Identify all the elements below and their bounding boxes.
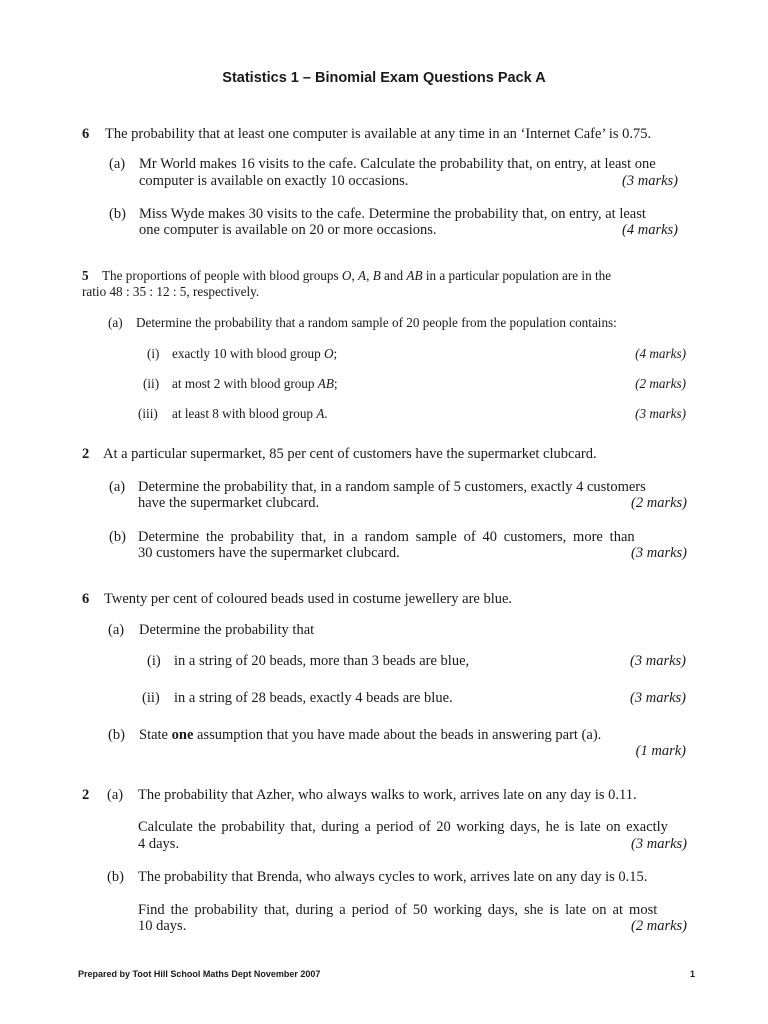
part-text: Miss Wyde makes 30 visits to the cafe. Determine the probability that, on entry, at least <box>139 206 646 222</box>
part-text: Determine the probability that a random sample of 20 people from the population contains: <box>136 315 617 330</box>
marks-label: (3 marks) <box>622 173 678 189</box>
part-text: Determine the probability that <box>139 622 315 638</box>
marks-label: (4 marks) <box>635 346 686 361</box>
part-label: (b) <box>107 869 124 885</box>
part-text: The probability that Brenda, who always cycles to work, arrives late on any day is 0.15. <box>138 869 648 885</box>
part-text: one computer is available on 20 or more occasions. <box>139 222 437 238</box>
part-text: State one assumption that you have made about the beads in answering part (a). <box>139 727 602 743</box>
question-number: 5 <box>82 268 89 283</box>
question-number: 2 <box>82 787 90 803</box>
part-text: Determine the probability that, in a random sample of 40 customers, more than <box>138 529 635 545</box>
marks-label: (2 marks) <box>631 495 687 511</box>
marks-label: (2 marks) <box>631 918 687 934</box>
marks-label: (1 mark) <box>635 743 686 759</box>
marks-label: (3 marks) <box>630 690 686 706</box>
subpart-text: at most 2 with blood group AB; <box>172 376 338 391</box>
part-label: (a) <box>109 156 126 172</box>
question-number: 6 <box>82 126 90 142</box>
question-number: 6 <box>82 591 90 607</box>
part-text: Find the probability that, during a period of 50 working days, she is late on at most <box>138 902 658 918</box>
marks-label: (2 marks) <box>635 376 686 391</box>
question-number: 2 <box>82 446 90 462</box>
marks-label: (3 marks) <box>631 836 687 852</box>
page-number: 1 <box>689 969 695 979</box>
part-text: Mr World makes 16 visits to the cafe. Calculate the probability that, on entry, at least one <box>139 156 656 172</box>
subpart-label: (ii) <box>142 690 160 706</box>
page-title: Statistics 1 – Binomial Exam Questions Pack A <box>222 70 546 86</box>
question-stem: Twenty per cent of coloured beads used in costume jewellery are blue. <box>104 591 513 607</box>
part-label: (b) <box>109 529 126 545</box>
question-stem: ratio 48 : 35 : 12 : 5, respectively. <box>82 284 260 299</box>
part-label: (b) <box>108 727 125 743</box>
marks-label: (3 marks) <box>630 653 686 669</box>
subpart-text: at least 8 with blood group A. <box>172 406 328 421</box>
part-text: have the supermarket clubcard. <box>138 495 320 511</box>
subpart-text: in a string of 20 beads, more than 3 beads are blue, <box>174 653 470 669</box>
part-text: Determine the probability that, in a random sample of 5 customers, exactly 4 customers <box>138 479 646 495</box>
part-label: (b) <box>109 206 126 222</box>
marks-label: (3 marks) <box>631 545 687 561</box>
marks-label: (3 marks) <box>635 406 686 421</box>
question-stem: The proportions of people with blood groups O, A, B and AB in a particular population are in the <box>102 268 612 283</box>
part-label: (a) <box>107 787 124 803</box>
question-stem: At a particular supermarket, 85 per cent of customers have the supermarket clubcard. <box>103 446 597 462</box>
subpart-label: (i) <box>147 346 160 361</box>
part-label: (a) <box>109 479 126 495</box>
part-text: computer is available on exactly 10 occasions. <box>139 173 409 189</box>
part-text: 10 days. <box>138 918 187 934</box>
subpart-label: (iii) <box>138 406 158 421</box>
part-label: (a) <box>108 622 125 638</box>
subpart-label: (ii) <box>143 376 160 391</box>
part-text: The probability that Azher, who always walks to work, arrives late on any day is 0.11. <box>138 787 637 803</box>
subpart-text: in a string of 28 beads, exactly 4 beads are blue. <box>174 690 453 706</box>
subpart-text: exactly 10 with blood group O; <box>172 346 338 361</box>
part-text: Calculate the probability that, during a period of 20 working days, he is late on exactly <box>138 819 668 835</box>
part-text: 30 customers have the supermarket clubcard. <box>138 545 400 561</box>
footer-credit: Prepared by Toot Hill School Maths Dept November 2007 <box>78 969 321 979</box>
part-text: 4 days. <box>138 836 180 852</box>
question-stem: The probability that at least one computer is available at any time in an ‘Internet Cafe’ is 0.75. <box>105 126 652 142</box>
subpart-label: (i) <box>147 653 161 669</box>
part-label: (a) <box>108 315 123 330</box>
marks-label: (4 marks) <box>622 222 678 238</box>
